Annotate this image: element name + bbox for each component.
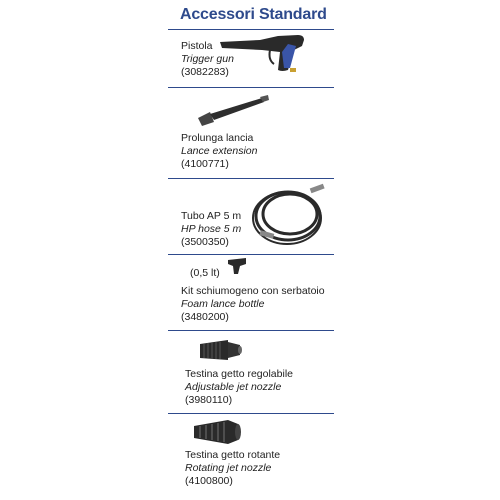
page-title: Accessori Standard [180, 6, 327, 23]
foam-bottle-icon [224, 256, 250, 276]
item-divider [168, 178, 334, 179]
item-code: (4100800) [185, 475, 233, 487]
lance-extension-icon [196, 92, 272, 128]
item-divider [168, 87, 334, 88]
item-name-en: Rotating jet nozzle [185, 462, 272, 474]
item-divider [168, 254, 334, 255]
item-name-en: Trigger gun [181, 53, 234, 65]
hose-icon [250, 180, 332, 246]
item-name-en: HP hose 5 m [181, 223, 242, 235]
item-name-it: Kit schiumogeno con serbatoio [181, 285, 325, 297]
item-code: (3480200) [181, 311, 229, 323]
item-name-en: Lance extension [181, 145, 258, 157]
item-code: (3980110) [185, 394, 233, 406]
item-name-en: Adjustable jet nozzle [185, 381, 282, 393]
item-code: (3082283) [181, 66, 229, 78]
item-name-it: Testina getto rotante [185, 449, 281, 461]
item-name-it: Tubo AP 5 m [181, 210, 242, 222]
item-code: (4100771) [181, 158, 229, 170]
item-name-it: Testina getto regolabile [185, 368, 293, 380]
item-code: (3500350) [181, 236, 229, 248]
item-divider [168, 330, 334, 331]
item-name-it: Pistola [181, 40, 213, 52]
trigger-gun-icon [218, 30, 308, 74]
item-divider [168, 413, 334, 414]
rotating-nozzle-icon [192, 416, 244, 448]
item-name-it: Prolunga lancia [181, 132, 254, 144]
adjustable-nozzle-icon [198, 336, 244, 364]
item-name-en: Foam lance bottle [181, 298, 265, 310]
item-volume: (0,5 lt) [190, 267, 220, 279]
